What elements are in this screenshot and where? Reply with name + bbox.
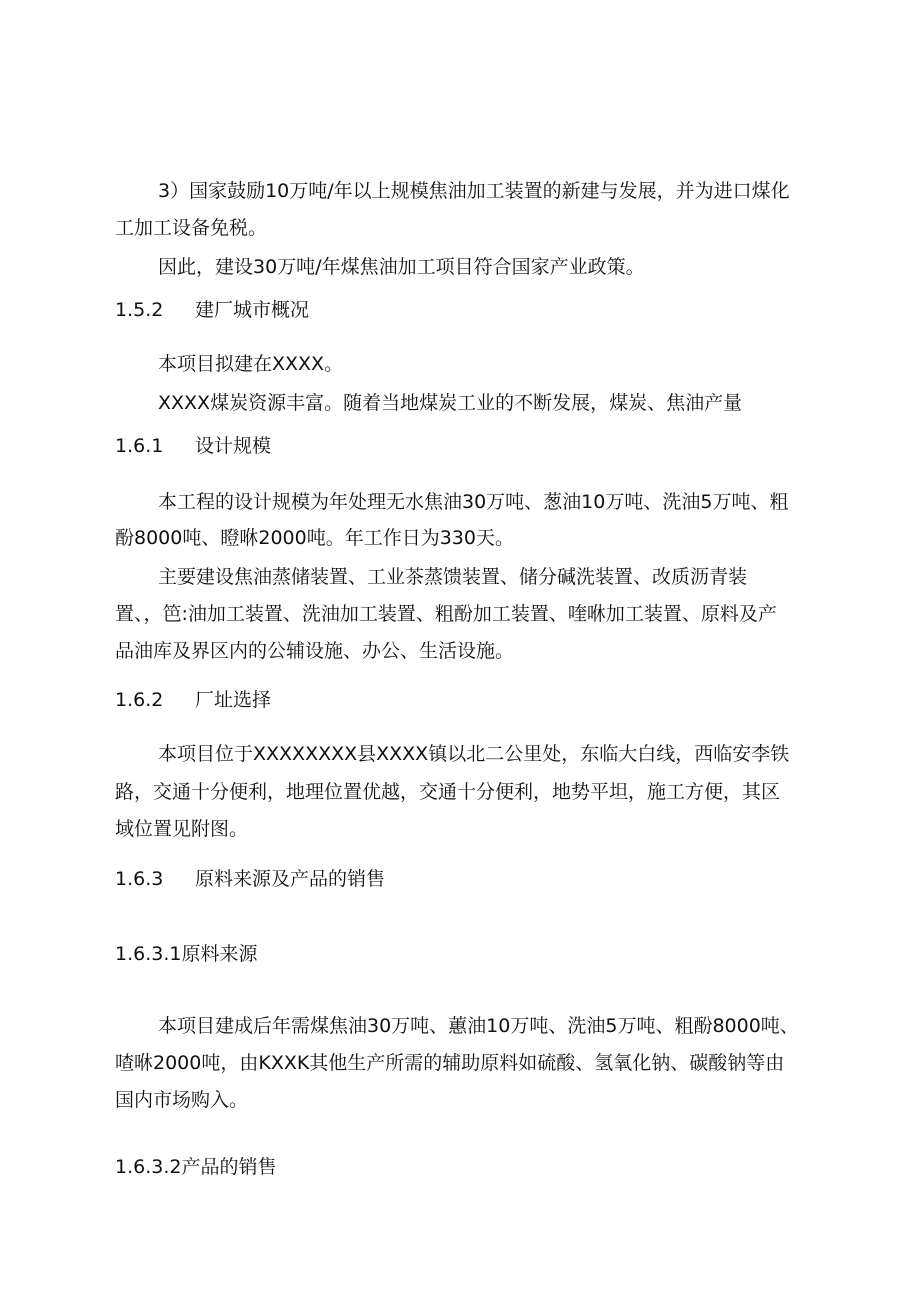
section-heading-1-6-1 [115, 434, 271, 458]
section-title: 厂址选择 [195, 689, 272, 711]
paragraph-line: 品油库及界区内的公辅设施、办公、生活设施。 [115, 640, 515, 662]
section-number: 1.5.2 [115, 299, 164, 321]
section-heading-1-5-2 [115, 298, 309, 322]
section-number: 1.6.2 [115, 689, 164, 711]
section-number: 1.6.1 [115, 435, 164, 457]
paragraph-line: 本工程的设计规模为年处理无水焦油30万吨、葱油10万吨、洗油5万吨、粗 [158, 491, 789, 513]
section-title: 设计规模 [195, 435, 272, 457]
paragraph-line: 工加工设备免税。 [115, 217, 268, 239]
subsection-heading-1-6-3-2: 1.6.3.2产品的销售 [115, 1156, 277, 1178]
section-number: 1.6.3 [115, 868, 164, 890]
paragraph-line: 国内市场购入。 [115, 1089, 249, 1111]
paragraph-line: 域位置见附图。 [115, 818, 249, 840]
paragraph-line: 3）国家鼓励10万吨/年以上规模焦油加工装置的新建与发展，并为进口煤化 [158, 180, 790, 202]
paragraph-line: 置、，笆:油加工装置、洗油加工装置、粗酚加工装置、喹咻加工装置、原料及产 [115, 603, 777, 625]
section-heading-1-6-2 [115, 688, 271, 712]
paragraph-line: 喳咻2000吨，由KXXK其他生产所需的辅助原料如硫酸、氢氧化钠、碳酸钠等由 [115, 1052, 785, 1074]
paragraph-line: 酚8000吨、瞪咻2000吨。年工作日为330天。 [115, 527, 514, 549]
paragraph-line: 主要建设焦油蒸储装置、工业茶蒸馈装置、储分碱洗装置、改质沥青装 [158, 566, 748, 588]
paragraph-line: XXXX煤炭资源丰富。随着当地煤炭工业的不断发展，煤炭、焦油产量 [158, 392, 743, 414]
section-title: 原料来源及产品的销售 [195, 868, 386, 890]
paragraph-line: 路，交通十分便利，地理位置优越，交通十分便利，地势平坦，施工方便，其区 [115, 781, 781, 803]
paragraph-line: 本项目建成后年需煤焦油30万吨、蕙油10万吨、洗油5万吨、粗酚8000吨、 [158, 1015, 799, 1037]
paragraph-line: 本项目拟建在XXXX。 [158, 353, 344, 375]
section-heading-1-6-3 [115, 867, 385, 891]
subsection-heading-1-6-3-1: 1.6.3.1原料来源 [115, 943, 258, 965]
section-title: 建厂城市概况 [195, 299, 310, 321]
paragraph-line: 因此，建设30万吨/年煤焦油加工项目符合国家产业政策。 [158, 256, 645, 278]
paragraph-line: 本项目位于XXXXXXXX县XXXX镇以北二公里处，东临大白线，西临安李铁 [158, 743, 790, 765]
